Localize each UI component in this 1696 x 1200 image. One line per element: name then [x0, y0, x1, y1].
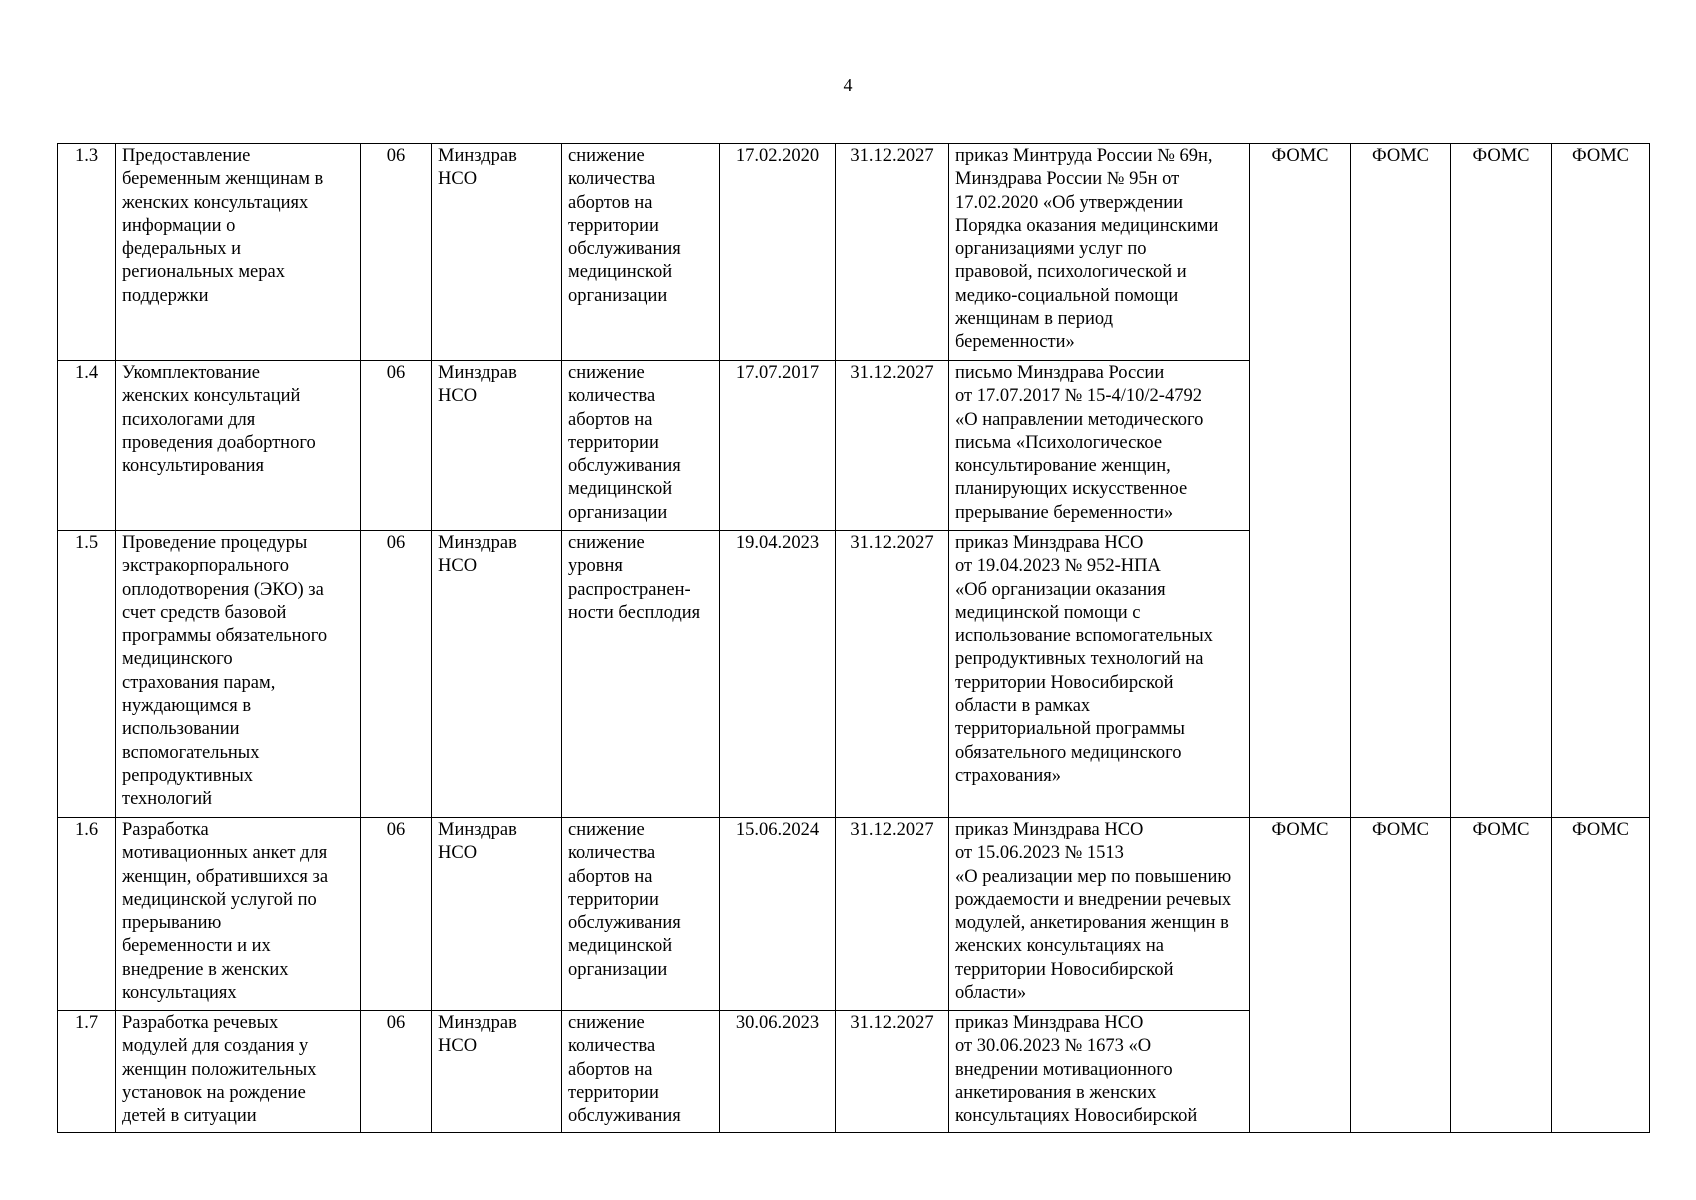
measure-name: Разработка речевых модулей для создания у женщин положительных установок на рождение детей в ситуации [116, 1011, 361, 1133]
end-date: 31.12.2027 [836, 818, 949, 1011]
end-date: 31.12.2027 [836, 1011, 949, 1133]
executor-cell: Минздрав НСО [432, 818, 562, 1011]
executor-cell: Минздрав НСО [432, 144, 562, 361]
funding-source: ФОМС [1250, 818, 1351, 1133]
table-row [58, 818, 1650, 1011]
executor-cell: Минздрав НСО [432, 531, 562, 818]
legal-basis: приказ Минздрава НСО от 19.04.2023 № 952-НПА «Об организации оказания медицинской помощи с использование вспомогательных репродуктивных технологий на территории Новосибирской области в рамках территориальной программы обязательного медицинского страхования» [949, 531, 1250, 818]
row-number: 1.5 [58, 531, 116, 818]
row-number: 1.4 [58, 361, 116, 531]
code-cell: 06 [361, 818, 432, 1011]
funding-source: ФОМС [1552, 144, 1650, 818]
legal-basis: приказ Минздрава НСО от 15.06.2023 № 1513 «О реализации мер по повышению рождаемости и внедрении речевых модулей, анкетирования женщин в женских консультациях на территории Новосибирской области» [949, 818, 1250, 1011]
expected-result: снижение уровня распространен- ности бесплодия [562, 531, 720, 818]
start-date: 17.02.2020 [720, 144, 836, 361]
executor-cell: Минздрав НСО [432, 1011, 562, 1133]
expected-result: снижение количества абортов на территории обслуживания медицинской организации [562, 144, 720, 361]
row-number: 1.7 [58, 1011, 116, 1133]
page-number: 4 [843, 75, 853, 95]
expected-result: снижение количества абортов на территории обслуживания медицинской организации [562, 361, 720, 531]
funding-source: ФОМС [1250, 144, 1351, 818]
start-date: 30.06.2023 [720, 1011, 836, 1133]
code-cell: 06 [361, 144, 432, 361]
measure-name: Проведение процедуры экстракорпорального оплодотворения (ЭКО) за счет средств базовой программы обязательного медицинского страхования парам, нуждающимся в использовании вспомогательных репродуктивных технологий [116, 531, 361, 818]
executor-cell: Минздрав НСО [432, 361, 562, 531]
expected-result: снижение количества абортов на территории обслуживания [562, 1011, 720, 1133]
end-date: 31.12.2027 [836, 361, 949, 531]
legal-basis: приказ Минздрава НСО от 30.06.2023 № 1673 «О внедрении мотивационного анкетирования в женских консультациях Новосибирской [949, 1011, 1250, 1133]
code-cell: 06 [361, 531, 432, 818]
measure-name: Разработка мотивационных анкет для женщин, обратившихся за медицинской услугой по прерыванию беременности и их внедрение в женских консультациях [116, 818, 361, 1011]
row-number: 1.3 [58, 144, 116, 361]
legal-basis: приказ Минтруда России № 69н, Минздрава России № 95н от 17.02.2020 «Об утверждении Порядка оказания медицинскими организациями услуг по правовой, психологической и медико-социальной помощи женщинам в период беременности» [949, 144, 1250, 361]
start-date: 17.07.2017 [720, 361, 836, 531]
funding-source: ФОМС [1451, 144, 1552, 818]
start-date: 15.06.2024 [720, 818, 836, 1011]
start-date: 19.04.2023 [720, 531, 836, 818]
table-row [58, 144, 1650, 361]
measure-name: Укомплектование женских консультаций психологами для проведения доабортного консультирования [116, 361, 361, 531]
expected-result: снижение количества абортов на территории обслуживания медицинской организации [562, 818, 720, 1011]
funding-source: ФОМС [1552, 818, 1650, 1133]
row-number: 1.6 [58, 818, 116, 1011]
legal-basis: письмо Минздрава России от 17.07.2017 № 15-4/10/2-4792 «О направлении методического письма «Психологическое консультирование женщин, планирующих искусственное прерывание беременности» [949, 361, 1250, 531]
measures-table [57, 143, 1650, 1133]
code-cell: 06 [361, 361, 432, 531]
funding-source: ФОМС [1351, 144, 1451, 818]
end-date: 31.12.2027 [836, 144, 949, 361]
funding-source: ФОМС [1351, 818, 1451, 1133]
measure-name: Предоставление беременным женщинам в женских консультациях информации о федеральных и региональных мерах поддержки [116, 144, 361, 361]
end-date: 31.12.2027 [836, 531, 949, 818]
funding-source: ФОМС [1451, 818, 1552, 1133]
code-cell: 06 [361, 1011, 432, 1133]
